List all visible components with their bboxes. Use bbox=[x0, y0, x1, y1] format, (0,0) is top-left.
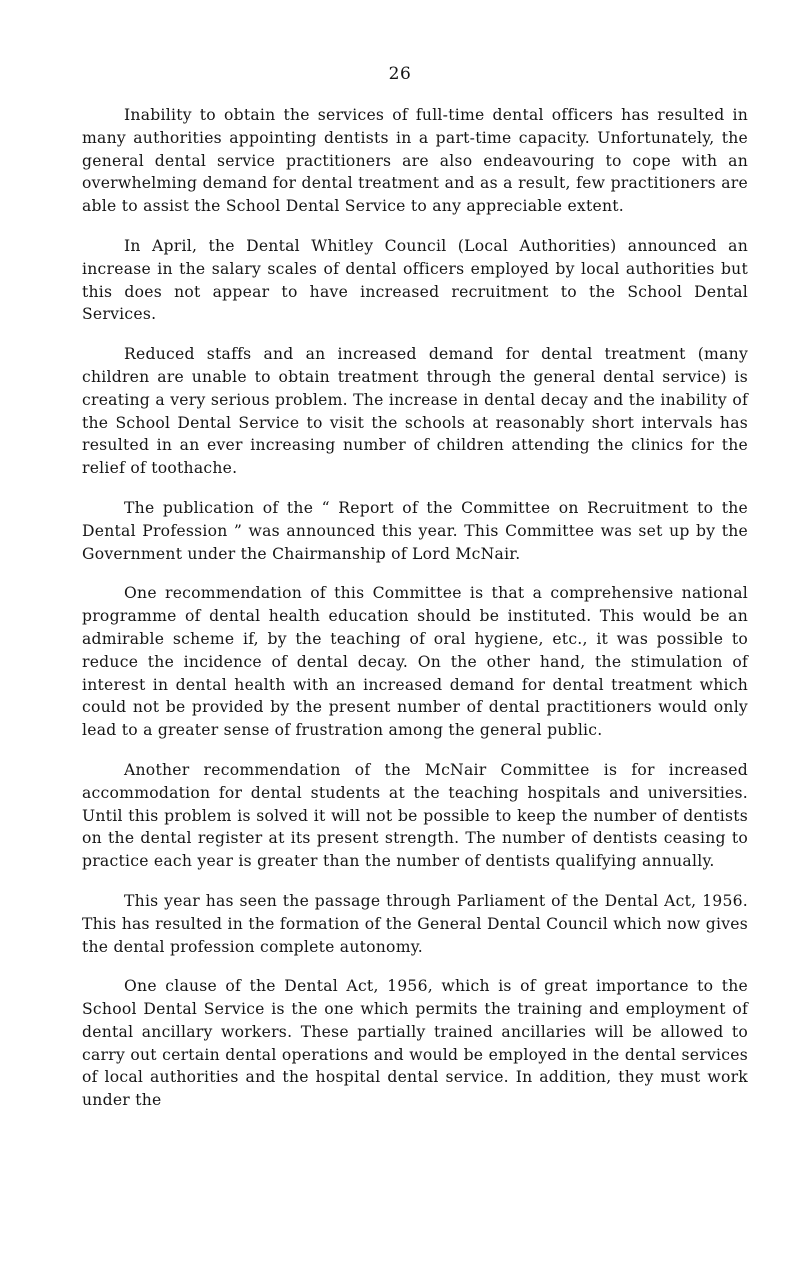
body-text bbox=[82, 104, 748, 1112]
paragraph-7: This year has seen the passage through Parliament of the Dental Act, 1956. This has resulted in the formation of the General Dental Council which now gives the dental profession complete autonomy. bbox=[82, 891, 748, 956]
paragraph-4: The publication of the “ Report of the Committee on Recruitment to the Dental Profession ” was announced this year. This Committee was set up by the Government under the Chairmanship of Lord McNair. bbox=[82, 498, 748, 563]
paragraph-3: Reduced staffs and an increased demand for dental treatment (many children are unable to obtain treatment through the general dental service) is creating a very serious problem. The increase in dental decay and the inability of the School Dental Service to visit the schools at reasonably short intervals has resulted in an ever increasing number of children attending the clinics for the relief of toothache. bbox=[82, 345, 748, 478]
paragraph-6: Another recommendation of the McNair Committee is for increased accommodation for dental students at the teaching hospitals and universities. Until this problem is solved it will not be possible to keep the number of dentists on the dental register at its present strength. The number of dentists ceasing to practice each year is greater than the number of dentists qualifying annually. bbox=[82, 760, 748, 871]
page-number: 26 bbox=[388, 64, 412, 84]
paragraph-1: Inability to obtain the services of full-time dental officers has resulted in many authorities appointing dentists in a part-time capacity. Unfortunately, the general dental service practitioners are also endeavouring to cope with an overwhelming demand for dental treatment and as a result, few practitioners are able to assist the School Dental Service to any appreciable extent. bbox=[82, 106, 748, 216]
paragraph-8: One clause of the Dental Act, 1956, which is of great importance to the School Dental Service is the one which permits the training and employment of dental ancillary workers. These partially trained ancillaries will be allowed to carry out certain dental operations and would be employed in the dental services of local authorities and the hospital dental service. In addition, they must work under the bbox=[82, 977, 748, 1110]
paragraph-2: In April, the Dental Whitley Council (Local Authorities) announced an increase in the salary scales of dental officers employed by local authorities but this does not appear to have increased recruitment to the School Dental Services. bbox=[82, 236, 748, 324]
paragraph-5: One recommendation of this Committee is that a comprehensive national programme of dental health education should be instituted. This would be an admirable scheme if, by the teaching of oral hygiene, etc., it was possible to reduce the incidence of dental decay. On the other hand, the stimulation of interest in dental health with an increased demand for dental treatment which could not be provided by the present number of dental practitioners would only lead to a greater sense of frustration among the general public. bbox=[82, 584, 748, 740]
